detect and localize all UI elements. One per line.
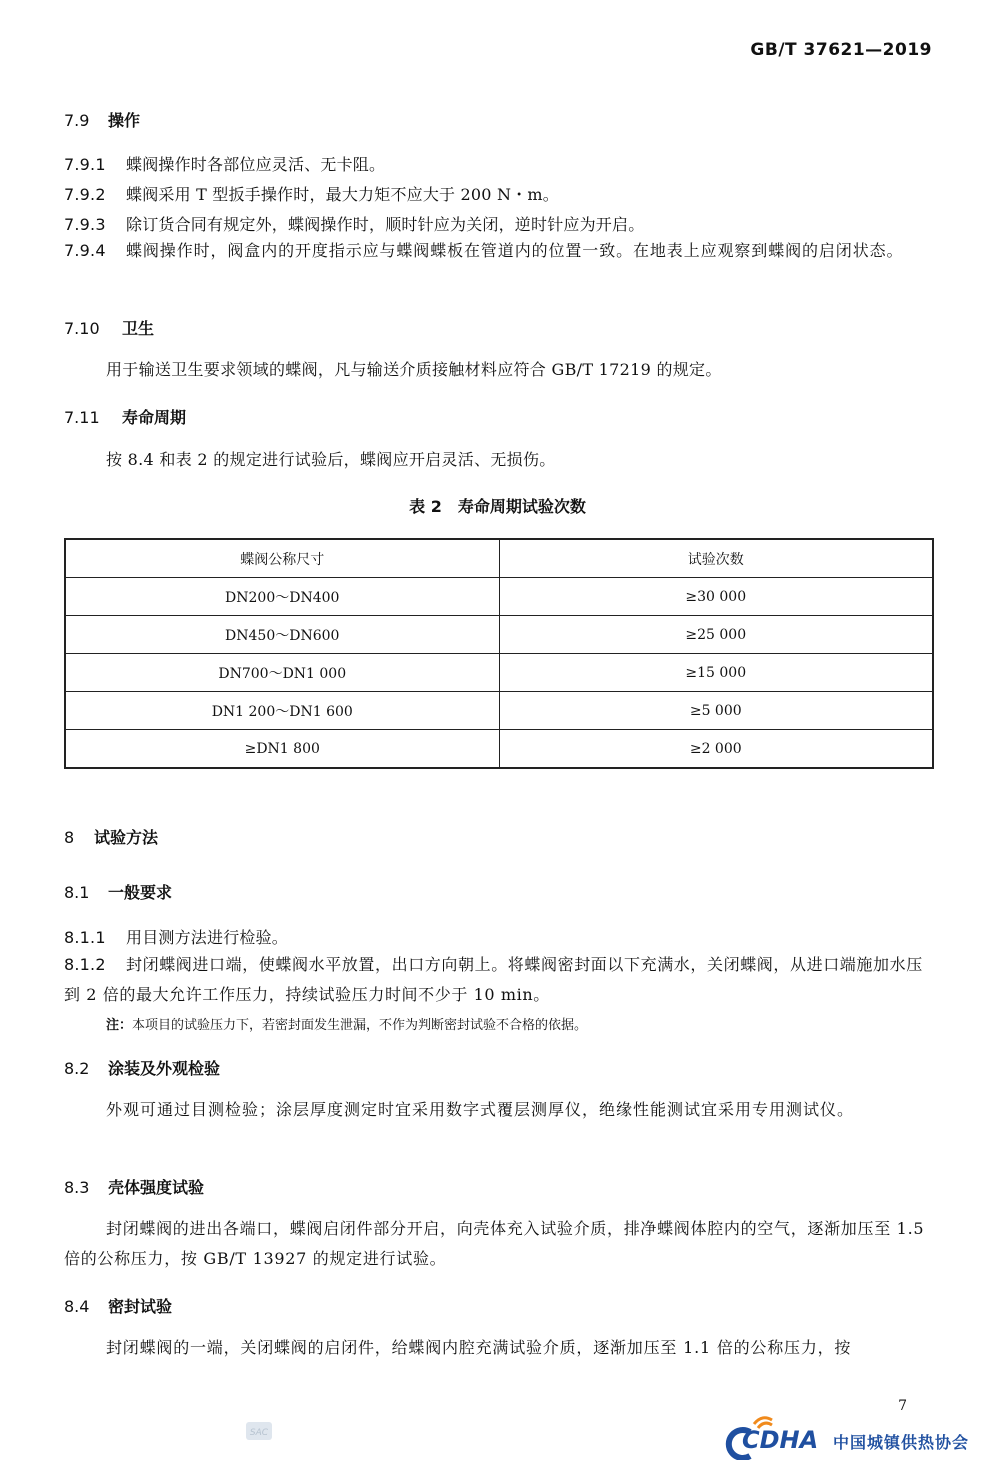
section-title: 密封试验 [108,1297,173,1316]
section-7-10-heading [64,316,154,339]
section-title: 寿命周期 [122,408,187,427]
section-8-4-heading [64,1294,172,1317]
note-label: 注： [106,1018,133,1033]
section-number: 8.4 [64,1297,90,1316]
table-row [65,654,933,692]
section-8-4-text: 封闭蝶阀的一端，关闭蝶阀的启闭件，给蝶阀内腔充满试验介质，逐渐加压至 1.1 倍的公称压力，按 [106,1338,852,1357]
clause-7-9-3 [64,212,644,235]
table-cell: ≥25 000 [499,616,933,654]
section-title: 壳体强度试验 [108,1178,205,1197]
clause-number: 7.9.1 [64,155,106,174]
section-title: 试验方法 [94,828,159,847]
page-number: 7 [898,1398,907,1414]
table-row [65,730,933,769]
table-cell: DN200～DN400 [65,578,499,616]
document-id: GB/T 37621—2019 [750,40,932,60]
clause-text: 封闭蝶阀进口端，使蝶阀水平放置，出口方向朝上。将蝶阀密封面以下充满水，关闭蝶阀，从进口端施加水压到 2 倍的最大允许工作压力，持续试验压力时间不少于 10 min。 [64,955,923,1004]
org-name: 中国城镇供热协会 [833,1433,970,1452]
section-title: 一般要求 [108,883,173,902]
clause-number: 7.9.3 [64,215,106,234]
clause-number: 8.1.2 [64,955,106,974]
table-row [65,692,933,730]
clause-text: 用目测方法进行检验。 [126,928,289,947]
table-row [65,578,933,616]
section-8-2-text: 外观可通过目测检验；涂层厚度测定时宜采用数字式覆层测厚仪，绝缘性能测试宜采用专用测试仪。 [106,1100,855,1119]
clause-number: 7.9.2 [64,185,106,204]
section-number: 7.9 [64,111,90,130]
section-8-3-heading [64,1175,204,1198]
svg-text:CDHA: CDHA [742,1426,819,1454]
chapter-8-heading [64,825,158,848]
table-cell: ≥2 000 [499,730,933,769]
clause-8-1-1 [64,925,288,948]
svg-text:SAC: SAC [249,1428,269,1438]
table-header-cell: 试验次数 [499,539,933,578]
table-header-cell: 蝶阀公称尺寸 [65,539,499,578]
clause-text: 除订货合同有规定外，蝶阀操作时，顺时针应为关闭，逆时针应为开启。 [126,215,645,234]
clause-text: 蝶阀采用 T 型扳手操作时，最大力矩不应大于 200 N・m。 [126,185,559,204]
table-cell: ≥15 000 [499,654,933,692]
table-cell: ≥30 000 [499,578,933,616]
table-row [65,616,933,654]
table-cell: ≥DN1 800 [65,730,499,769]
clause-text: 蝶阀操作时，阀盒内的开度指示应与蝶阀蝶板在管道内的位置一致。在地表上应观察到蝶阀的启闭状态。 [126,241,904,260]
table-caption: 表 2 寿命周期试验次数 [409,497,586,516]
section-number: 8.2 [64,1059,90,1078]
section-number: 7.10 [64,319,100,338]
note [106,1014,587,1033]
section-number: 7.11 [64,408,100,427]
section-number: 8.1 [64,883,90,902]
table-cell: DN700～DN1 000 [65,654,499,692]
section-7-10-text: 用于输送卫生要求领域的蝶阀，凡与输送介质接触材料应符合 GB/T 17219 的规定。 [106,360,722,379]
clause-7-9-4 [64,236,934,266]
table-cell: DN1 200～DN1 600 [65,692,499,730]
section-7-11-text: 按 8.4 和表 2 的规定进行试验后，蝶阀应开启灵活、无损伤。 [106,450,556,469]
note-text: 本项目的试验压力下，若密封面发生泄漏，不作为判断密封试验不合格的依据。 [132,1018,588,1033]
section-title: 涂装及外观检验 [108,1059,221,1078]
clause-7-9-1 [64,152,385,175]
table-cell: ≥5 000 [499,692,933,730]
section-number: 8 [64,828,75,847]
sac-watermark-icon [246,1422,272,1440]
section-8-1-heading [64,880,172,903]
clause-7-9-2 [64,182,559,205]
clause-8-1-2 [64,950,934,1010]
table-cell: DN450～DN600 [65,616,499,654]
section-8-3-text: 封闭蝶阀的进出各端口，蝶阀启闭件部分开启，向壳体充入试验介质，排净蝶阀体腔内的空气，逐渐加压至 1.5 倍的公称压力，按 GB/T 13927 的规定进行试验。 [64,1219,925,1268]
life-cycle-table [64,538,934,769]
section-7-11-heading [64,405,186,428]
section-title: 卫生 [122,319,155,338]
section-8-2-heading [64,1056,220,1079]
section-7-9-heading [64,108,140,131]
clause-number: 7.9.4 [64,241,106,260]
section-title: 操作 [108,111,141,130]
clause-number: 8.1.1 [64,928,106,947]
table-header-row [65,539,933,578]
section-number: 8.3 [64,1178,90,1197]
clause-text: 蝶阀操作时各部位应灵活、无卡阻。 [126,155,386,174]
